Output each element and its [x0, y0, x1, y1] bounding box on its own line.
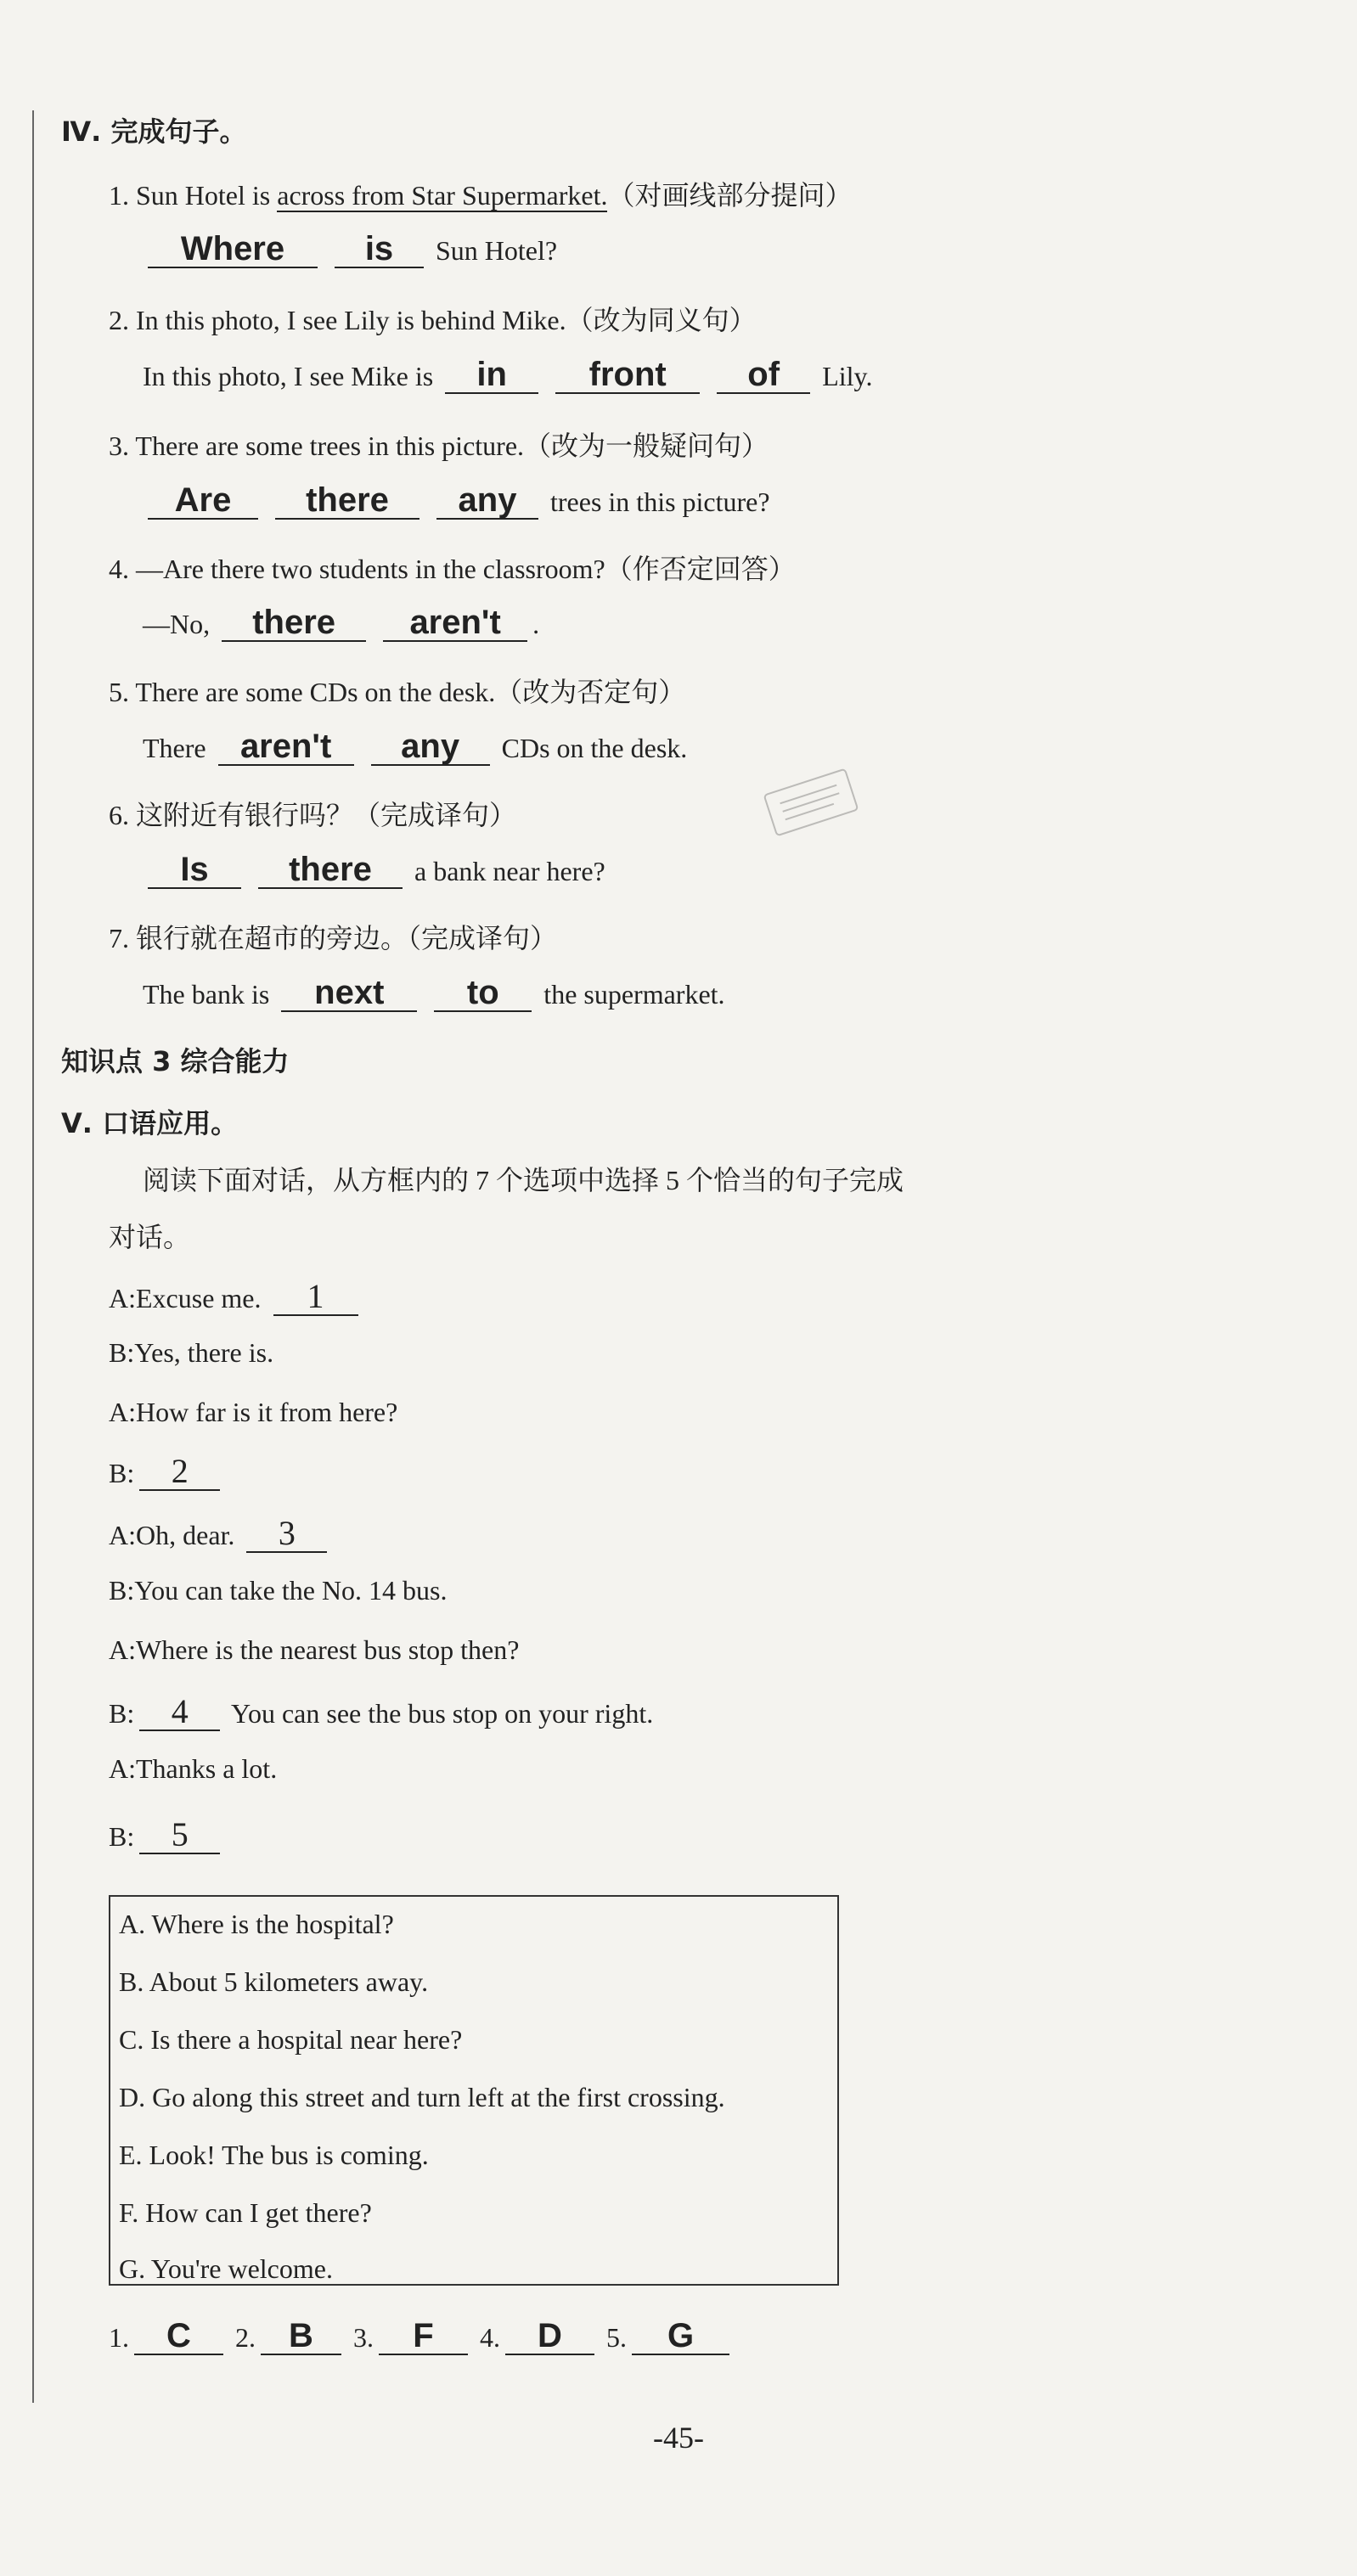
answer-num-5: 5.: [606, 2322, 627, 2353]
dialogue-line-3: [109, 1397, 397, 1428]
q5-lead: There: [143, 733, 206, 763]
q7-answer-1: next: [281, 975, 417, 1012]
q2-lead: In this photo, I see Mike is: [143, 361, 434, 391]
dialogue-blank-2: 2: [139, 1454, 220, 1491]
q3-answer-1: Are: [148, 482, 258, 520]
q4-answer-2: aren't: [383, 605, 527, 642]
q1-note: （对画线部分提问）: [607, 180, 853, 211]
q1-text: 1. Sun Hotel is: [109, 180, 278, 211]
dialogue-text: How far is it from here?: [136, 1397, 398, 1427]
speaker: B:: [109, 1458, 135, 1488]
q3-answer-3: any: [436, 482, 538, 520]
q7-answer-line: [143, 975, 725, 1012]
q3-tail: trees in this picture?: [550, 487, 770, 517]
dialogue-blank-3: 3: [246, 1516, 327, 1553]
dialogue-text: Where is the nearest bus stop then?: [136, 1634, 520, 1665]
q4-tail: .: [532, 609, 540, 639]
q7-prompt: 7. 银行就在超市的旁边。（完成译句）: [109, 923, 558, 953]
dialogue-text: Thanks a lot.: [136, 1753, 278, 1784]
option-a: A. Where is the hospital?: [119, 1909, 394, 1939]
instruction-line-1: 阅读下面对话，从方框内的 7 个选项中选择 5 个恰当的句子完成: [143, 1165, 904, 1195]
speaker: A:: [109, 1397, 136, 1427]
speaker: A:: [109, 1283, 136, 1313]
dialogue-blank-1: 1: [273, 1279, 358, 1316]
dialogue-text: You can see the bus stop on your right.: [231, 1698, 654, 1729]
q6-prompt: 6. 这附近有银行吗？（完成译句）: [109, 800, 517, 830]
q5-answer-2: any: [371, 728, 490, 766]
q2-answer-2: front: [555, 357, 700, 394]
dialogue-line-4: [109, 1454, 225, 1491]
speaker: B:: [109, 1821, 135, 1852]
dialogue-text: You can take the No. 14 bus.: [134, 1575, 448, 1606]
answer-3: F: [379, 2318, 468, 2355]
q1-answer-line: [143, 231, 557, 268]
q1-prompt: [109, 174, 852, 213]
dialogue-line-9: [109, 1753, 277, 1785]
answer-2: B: [261, 2318, 341, 2355]
speaker: B:: [109, 1337, 135, 1368]
page-number: -45-: [653, 2421, 704, 2455]
q6-answer-line: [143, 852, 605, 889]
q2-answer-1: in: [445, 357, 538, 394]
q5-tail: CDs on the desk.: [501, 733, 688, 763]
q2-answer-3: of: [717, 357, 810, 394]
q2-prompt: 2. In this photo, I see Lily is behind Mike.（改为同义句）: [109, 305, 757, 335]
q4-answer-1: there: [222, 605, 366, 642]
dialogue-line-6: [109, 1575, 448, 1606]
answer-num-2: 2.: [235, 2322, 256, 2353]
speaker: A:: [109, 1634, 136, 1665]
q7-tail: the supermarket.: [543, 979, 725, 1010]
q1-answer-2: is: [335, 231, 424, 268]
speaker: A:: [109, 1753, 136, 1784]
option-g: G. You're welcome.: [119, 2253, 333, 2284]
q3-prompt: 3. There are some trees in this picture.（改为一般疑问句）: [109, 430, 769, 461]
q3-answer-2: there: [275, 482, 419, 520]
q1-underlined: across from Star Supermarket.: [277, 180, 608, 211]
q4-lead: —No,: [143, 609, 211, 639]
options-box: [109, 1895, 839, 2286]
q1-answer-1: Where: [148, 231, 318, 268]
q6-tail: a bank near here?: [414, 856, 605, 886]
option-f: F. How can I get there?: [119, 2197, 372, 2228]
dialogue-line-5: [109, 1516, 332, 1553]
option-d: D. Go along this street and turn left at the first crossing.: [119, 2082, 725, 2112]
q1-tail: Sun Hotel?: [436, 235, 558, 266]
speaker: A:: [109, 1520, 136, 1550]
instruction-line-2: 对话。: [109, 1222, 191, 1252]
dialogue-text: Oh, dear.: [136, 1520, 235, 1550]
answer-row: [109, 2318, 735, 2355]
q4-prompt: 4. —Are there two students in the classroom?（作否定回答）: [109, 554, 796, 584]
dialogue-line-8: [109, 1694, 653, 1731]
answer-4: D: [505, 2318, 594, 2355]
q6-answer-1: Is: [148, 852, 241, 889]
answer-num-3: 3.: [353, 2322, 374, 2353]
q6-answer-2: there: [258, 852, 403, 889]
answer-5: G: [632, 2318, 729, 2355]
q3-answer-line: [143, 482, 770, 520]
dialogue-line-10: [109, 1817, 225, 1854]
q5-prompt: 5. There are some CDs on the desk.（改为否定句）: [109, 677, 686, 707]
margin-line: [32, 110, 34, 2403]
dialogue-line-2: [109, 1337, 273, 1369]
option-e: E. Look! The bus is coming.: [119, 2140, 429, 2170]
speaker: B:: [109, 1575, 135, 1606]
section-5-title: Ⅴ. 口语应用。: [61, 1107, 239, 1139]
dialogue-line-7: [109, 1634, 519, 1666]
dialogue-blank-5: 5: [139, 1817, 220, 1854]
q5-answer-line: [143, 728, 687, 766]
q7-answer-2: to: [434, 975, 532, 1012]
section-4-title: Ⅳ. 完成句子。: [61, 115, 247, 148]
dialogue-text: Yes, there is.: [134, 1337, 274, 1368]
knowledge-point-heading: 知识点 3 综合能力: [61, 1045, 290, 1077]
dialogue-line-1: [109, 1279, 363, 1316]
q4-answer-line: [143, 605, 539, 642]
q7-lead: The bank is: [143, 979, 270, 1010]
option-b: B. About 5 kilometers away.: [119, 1966, 429, 1997]
q2-tail: Lily.: [822, 361, 873, 391]
q5-answer-1: aren't: [218, 728, 354, 766]
stamp-watermark: [747, 756, 875, 849]
dialogue-text: Excuse me.: [136, 1283, 262, 1313]
speaker: B:: [109, 1698, 135, 1729]
q2-answer-line: [143, 357, 872, 394]
dialogue-blank-4: 4: [139, 1694, 220, 1731]
answer-num-4: 4.: [480, 2322, 500, 2353]
answer-1: C: [134, 2318, 223, 2355]
answer-num-1: 1.: [109, 2322, 129, 2353]
option-c: C. Is there a hospital near here?: [119, 2024, 463, 2055]
